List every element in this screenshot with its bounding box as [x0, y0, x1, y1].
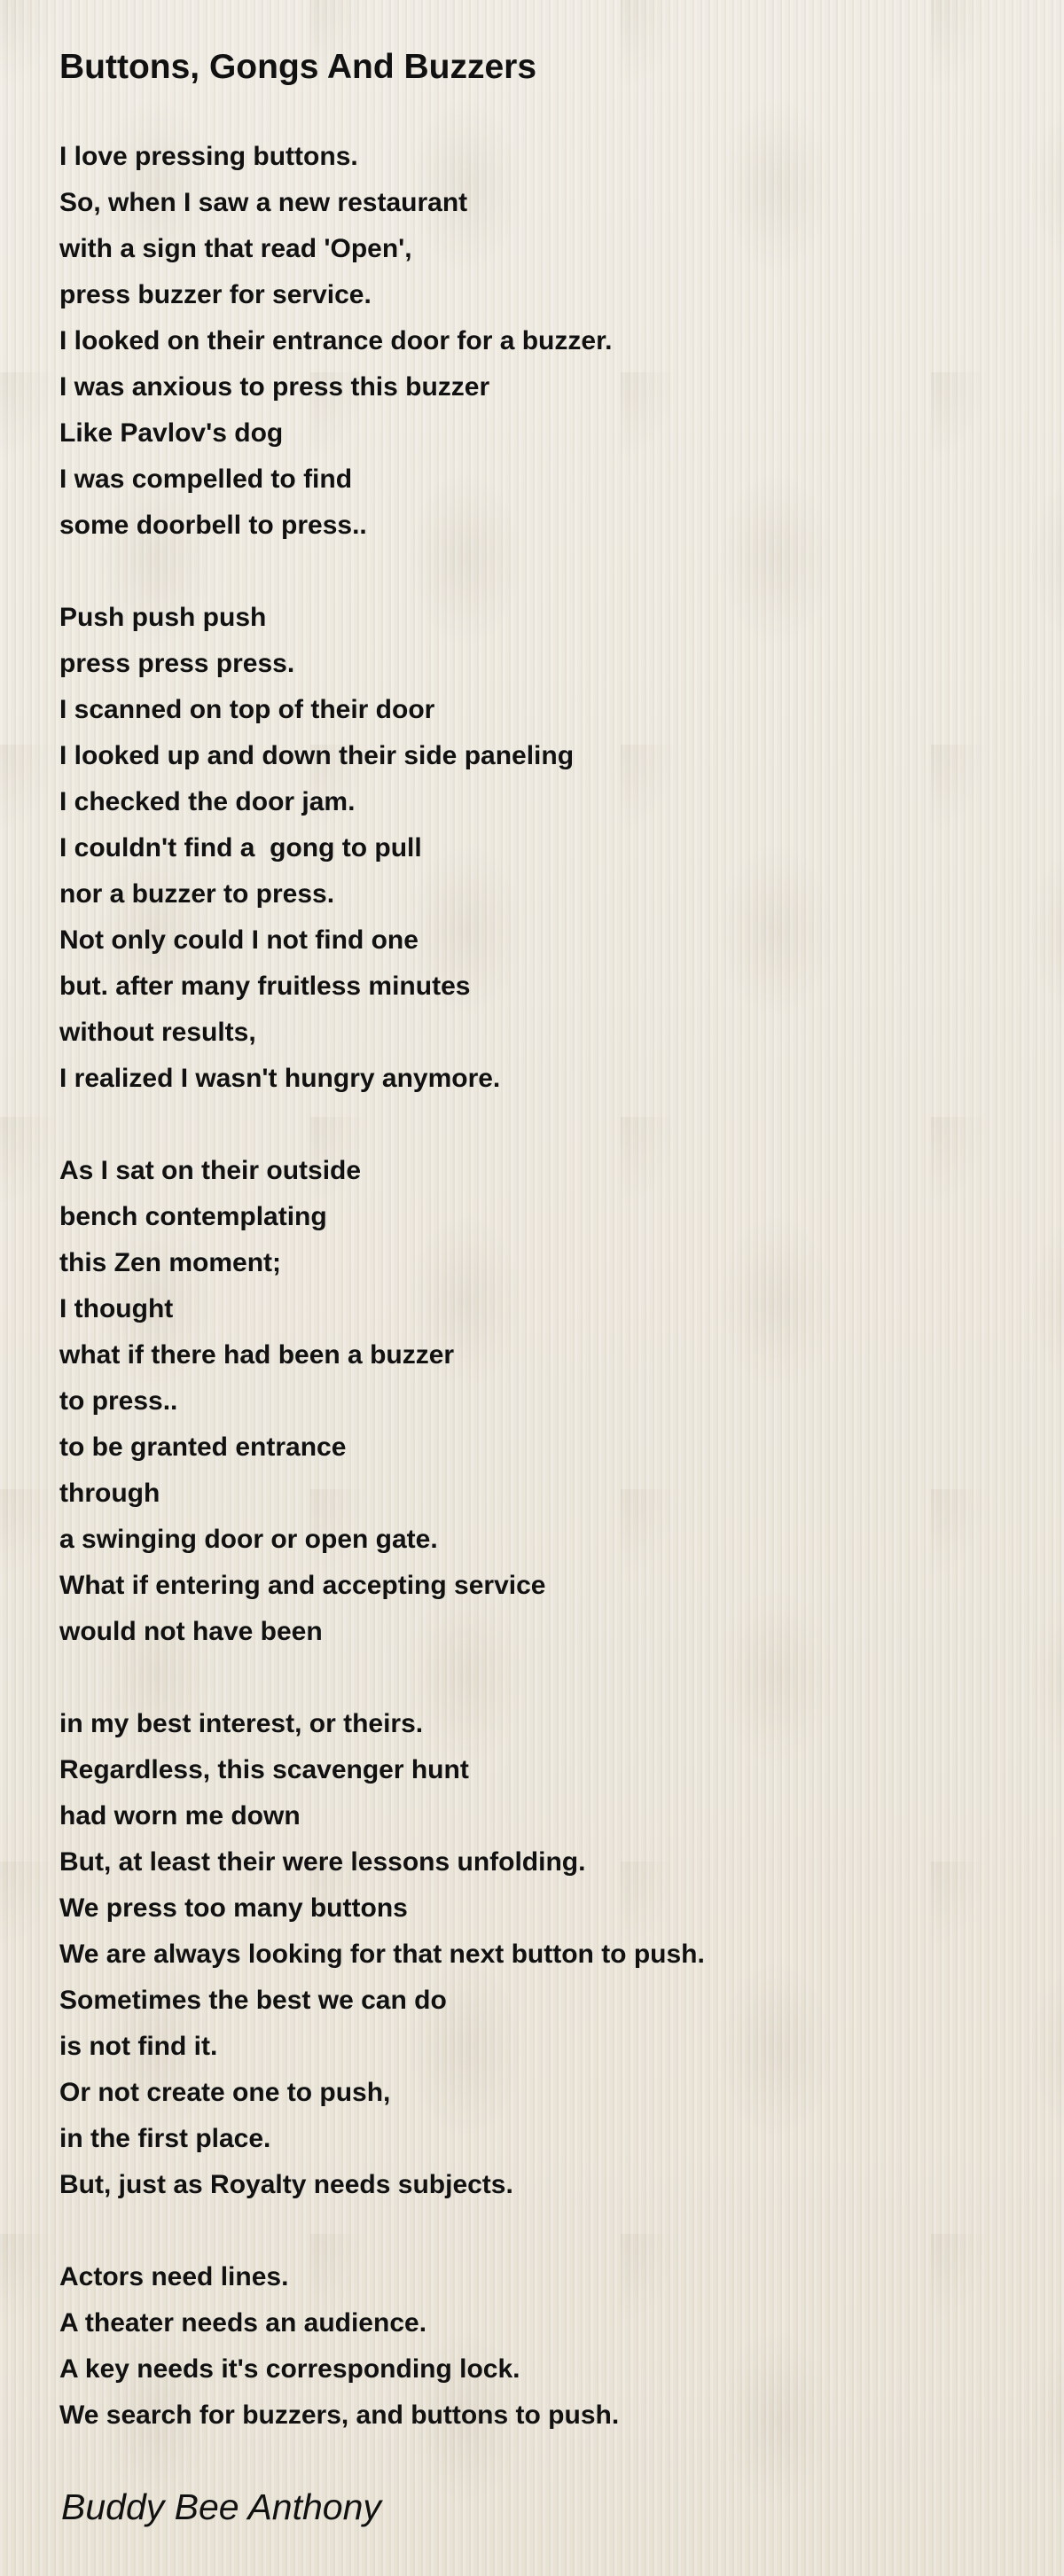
poem-line: Push push push [59, 603, 267, 632]
poem-line: bench contemplating [59, 1202, 327, 1231]
poem-line: A key needs it's corresponding lock. [59, 2354, 520, 2384]
poem-line: Regardless, this scavenger hunt [59, 1755, 469, 1784]
poem-line: Actors need lines. [59, 2262, 289, 2291]
poem-line: nor a buzzer to press. [59, 879, 335, 909]
poem-line: Sometimes the best we can do [59, 1986, 447, 2015]
poem-line: but. after many fruitless minutes [59, 972, 471, 1001]
poem-line: So, when I saw a new restaurant [59, 188, 468, 217]
poem-line: in my best interest, or theirs. [59, 1709, 424, 1738]
poem-body [59, 134, 705, 2485]
stanza [59, 2254, 705, 2439]
poem-line: But, just as Royalty needs subjects. [59, 2170, 513, 2199]
poem-line: in the first place. [59, 2124, 271, 2153]
poem-title: Buttons, Gongs And Buzzers [59, 48, 537, 86]
poem-line: A theater needs an audience. [59, 2308, 427, 2338]
poem-line: would not have been [59, 1617, 323, 1646]
poem-line: Or not create one to push, [59, 2078, 391, 2107]
poem-line: What if entering and accepting service [59, 1571, 546, 1600]
poem-line: some doorbell to press.. [59, 511, 367, 540]
stanza [59, 1148, 705, 1655]
poem-line: Not only could I not find one [59, 925, 419, 955]
poem-line: As I sat on their outside [59, 1156, 362, 1185]
poem-line: I realized I wasn't hungry anymore. [59, 1064, 501, 1093]
poem-line: Like Pavlov's dog [59, 418, 284, 448]
poem-line: without results, [59, 1018, 256, 1047]
poem-line: But, at least their were lessons unfolding. [59, 1847, 586, 1877]
poem-line: press press press. [59, 649, 295, 678]
poem-line: a swinging door or open gate. [59, 1525, 438, 1554]
poem-line: press buzzer for service. [59, 280, 372, 309]
poem-line: to press.. [59, 1386, 178, 1416]
poem-line: I love pressing buttons. [59, 142, 358, 171]
poem-line: I looked on their entrance door for a buzzer. [59, 326, 613, 355]
poem-line: We press too many buttons [59, 1893, 408, 1923]
poem-line: We search for buzzers, and buttons to push. [59, 2400, 620, 2430]
poem-line: what if there had been a buzzer [59, 1340, 455, 1370]
poem-author: Buddy Bee Anthony [61, 2486, 381, 2527]
poem-line: through [59, 1479, 160, 1508]
poem-line: is not find it. [59, 2032, 218, 2061]
poem-line: I scanned on top of their door [59, 695, 435, 724]
poem-line: I was compelled to find [59, 464, 353, 494]
poem-line: I was anxious to press this buzzer [59, 372, 490, 402]
poem-line: I checked the door jam. [59, 787, 356, 816]
poem-line: had worn me down [59, 1801, 301, 1831]
poem-line: I thought [59, 1294, 174, 1323]
poem-line: this Zen moment; [59, 1248, 282, 1277]
poem-line: I couldn't find a gong to pull [59, 833, 422, 863]
stanza [59, 595, 705, 1102]
poem-line: I looked up and down their side paneling [59, 741, 575, 770]
stanza [59, 134, 705, 549]
poem-line: We are always looking for that next button to push. [59, 1940, 705, 1969]
poem-line: with a sign that read 'Open', [59, 234, 412, 263]
stanza [59, 1701, 705, 2208]
poem-line: to be granted entrance [59, 1432, 347, 1462]
